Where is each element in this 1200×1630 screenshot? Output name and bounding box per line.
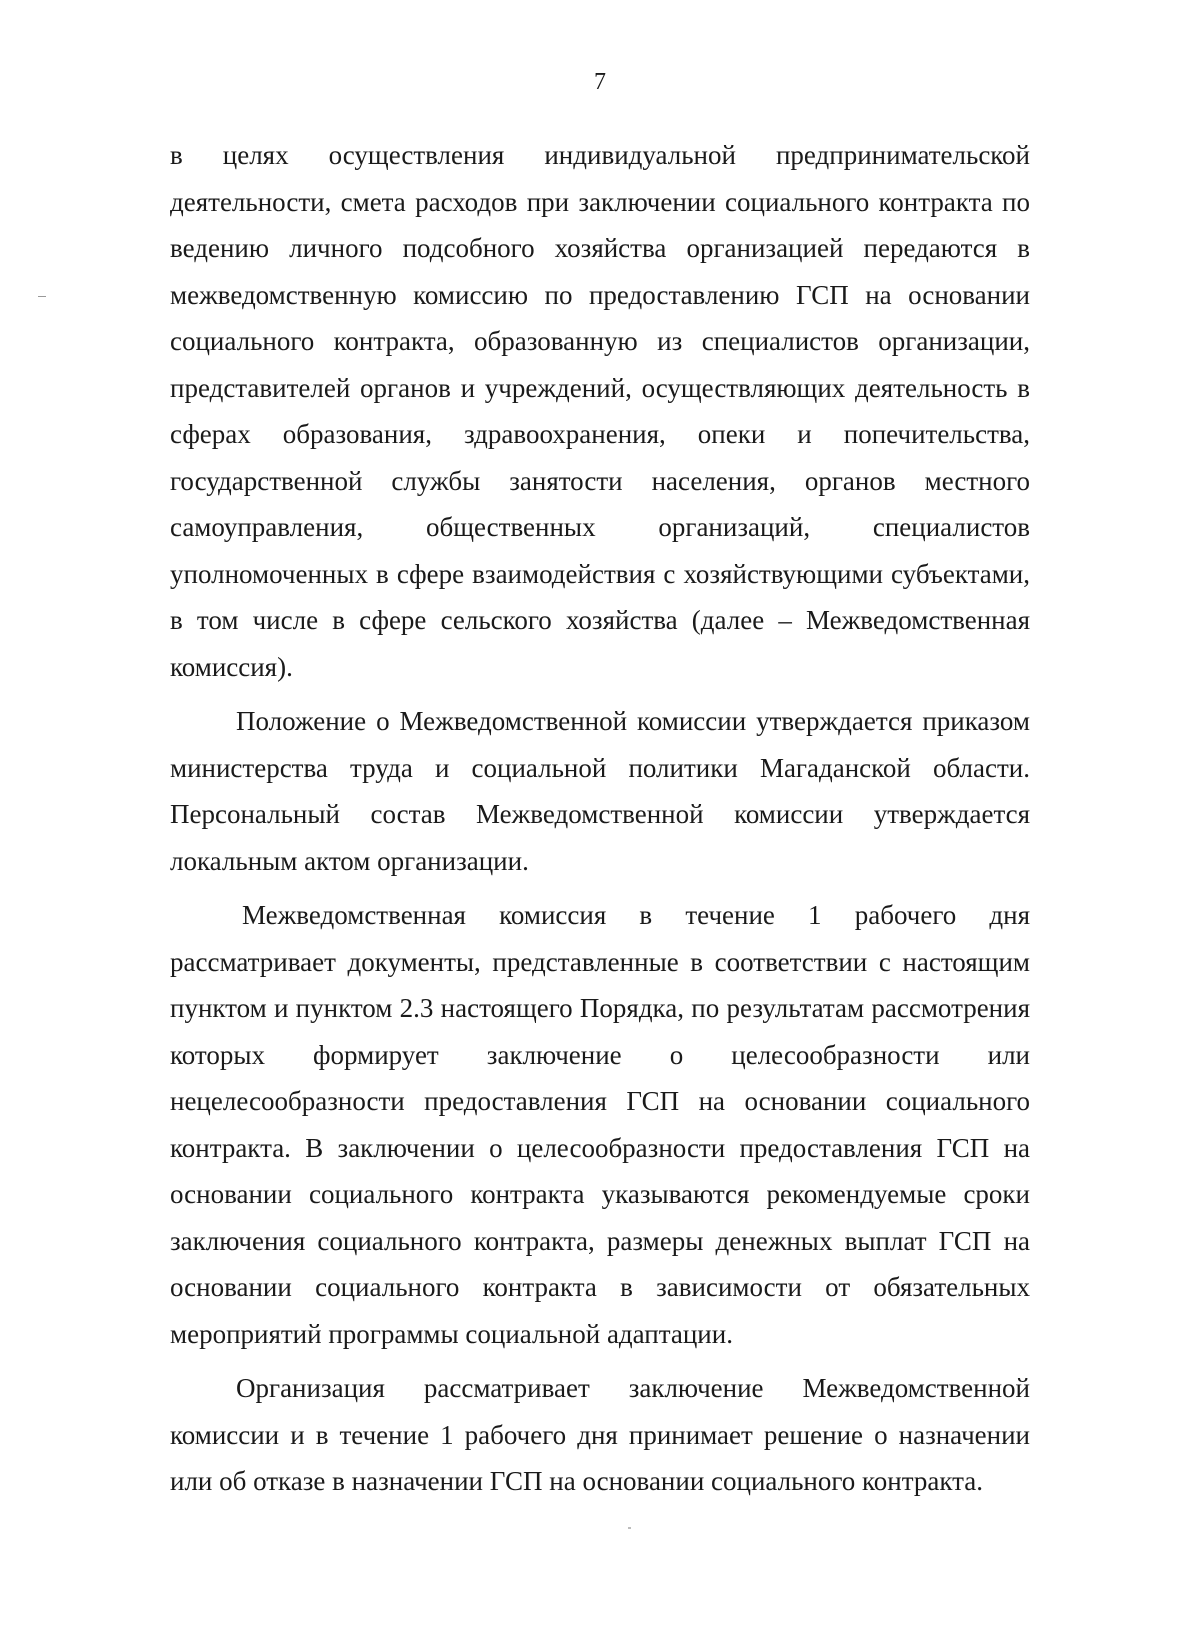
- scan-margin-mark: [38, 296, 46, 297]
- document-body: [170, 132, 1030, 1505]
- paragraph-organization-decision: Организация рассматривает заключение Межведомственной комиссии и в течение 1 рабочего дня принимает решение о назначении или об отказе в назначении ГСП на основании социального контракта.: [170, 1373, 1030, 1496]
- page-number: 7: [594, 69, 606, 95]
- paragraph-commission-review: Межведомственная комиссия в течение 1 рабочего дня рассматривает документы, представленные в соответствии с настоящим пунктом и пунктом 2.3 настоящего Порядка, по результатам рассмотрения которых формирует заключение о целесообразности или нецелесообразности предоставления ГСП на основании социального контракта. В заключении о целесообразности предоставления ГСП на основании социального контракта указываются рекомендуемые сроки заключения социального контракта, размеры денежных выплат ГСП на основании социального контракта в зависимости от обязательных мероприятий программы социальной адаптации.: [170, 900, 1030, 1349]
- paragraph-continuation: в целях осуществления индивидуальной предпринимательской деятельности, смета расходов при заключении социального контракта по ведению личного подсобного хозяйства организацией передаются в межведомственную комиссию по предоставлению ГСП на основании социального контракта, образованную из специалистов организации, представителей органов и учреждений, осуществляющих деятельность в сферах образования, здравоохранения, опеки и попечительства, государственной службы занятости населения, органов местного самоуправления, общественных организаций, специалистов уполномоченных в сфере взаимодействия с хозяйствующими субъектами, в том числе в сфере сельского хозяйства (далее – Межведомственная комиссия).: [170, 140, 1030, 682]
- paragraph-commission-regulation: Положение о Межведомственной комиссии утверждается приказом министерства труда и социальной политики Магаданской области. Персональный состав Межведомственной комиссии утверждается локальным актом организации.: [170, 706, 1030, 876]
- scan-footer-mark: [628, 1527, 631, 1529]
